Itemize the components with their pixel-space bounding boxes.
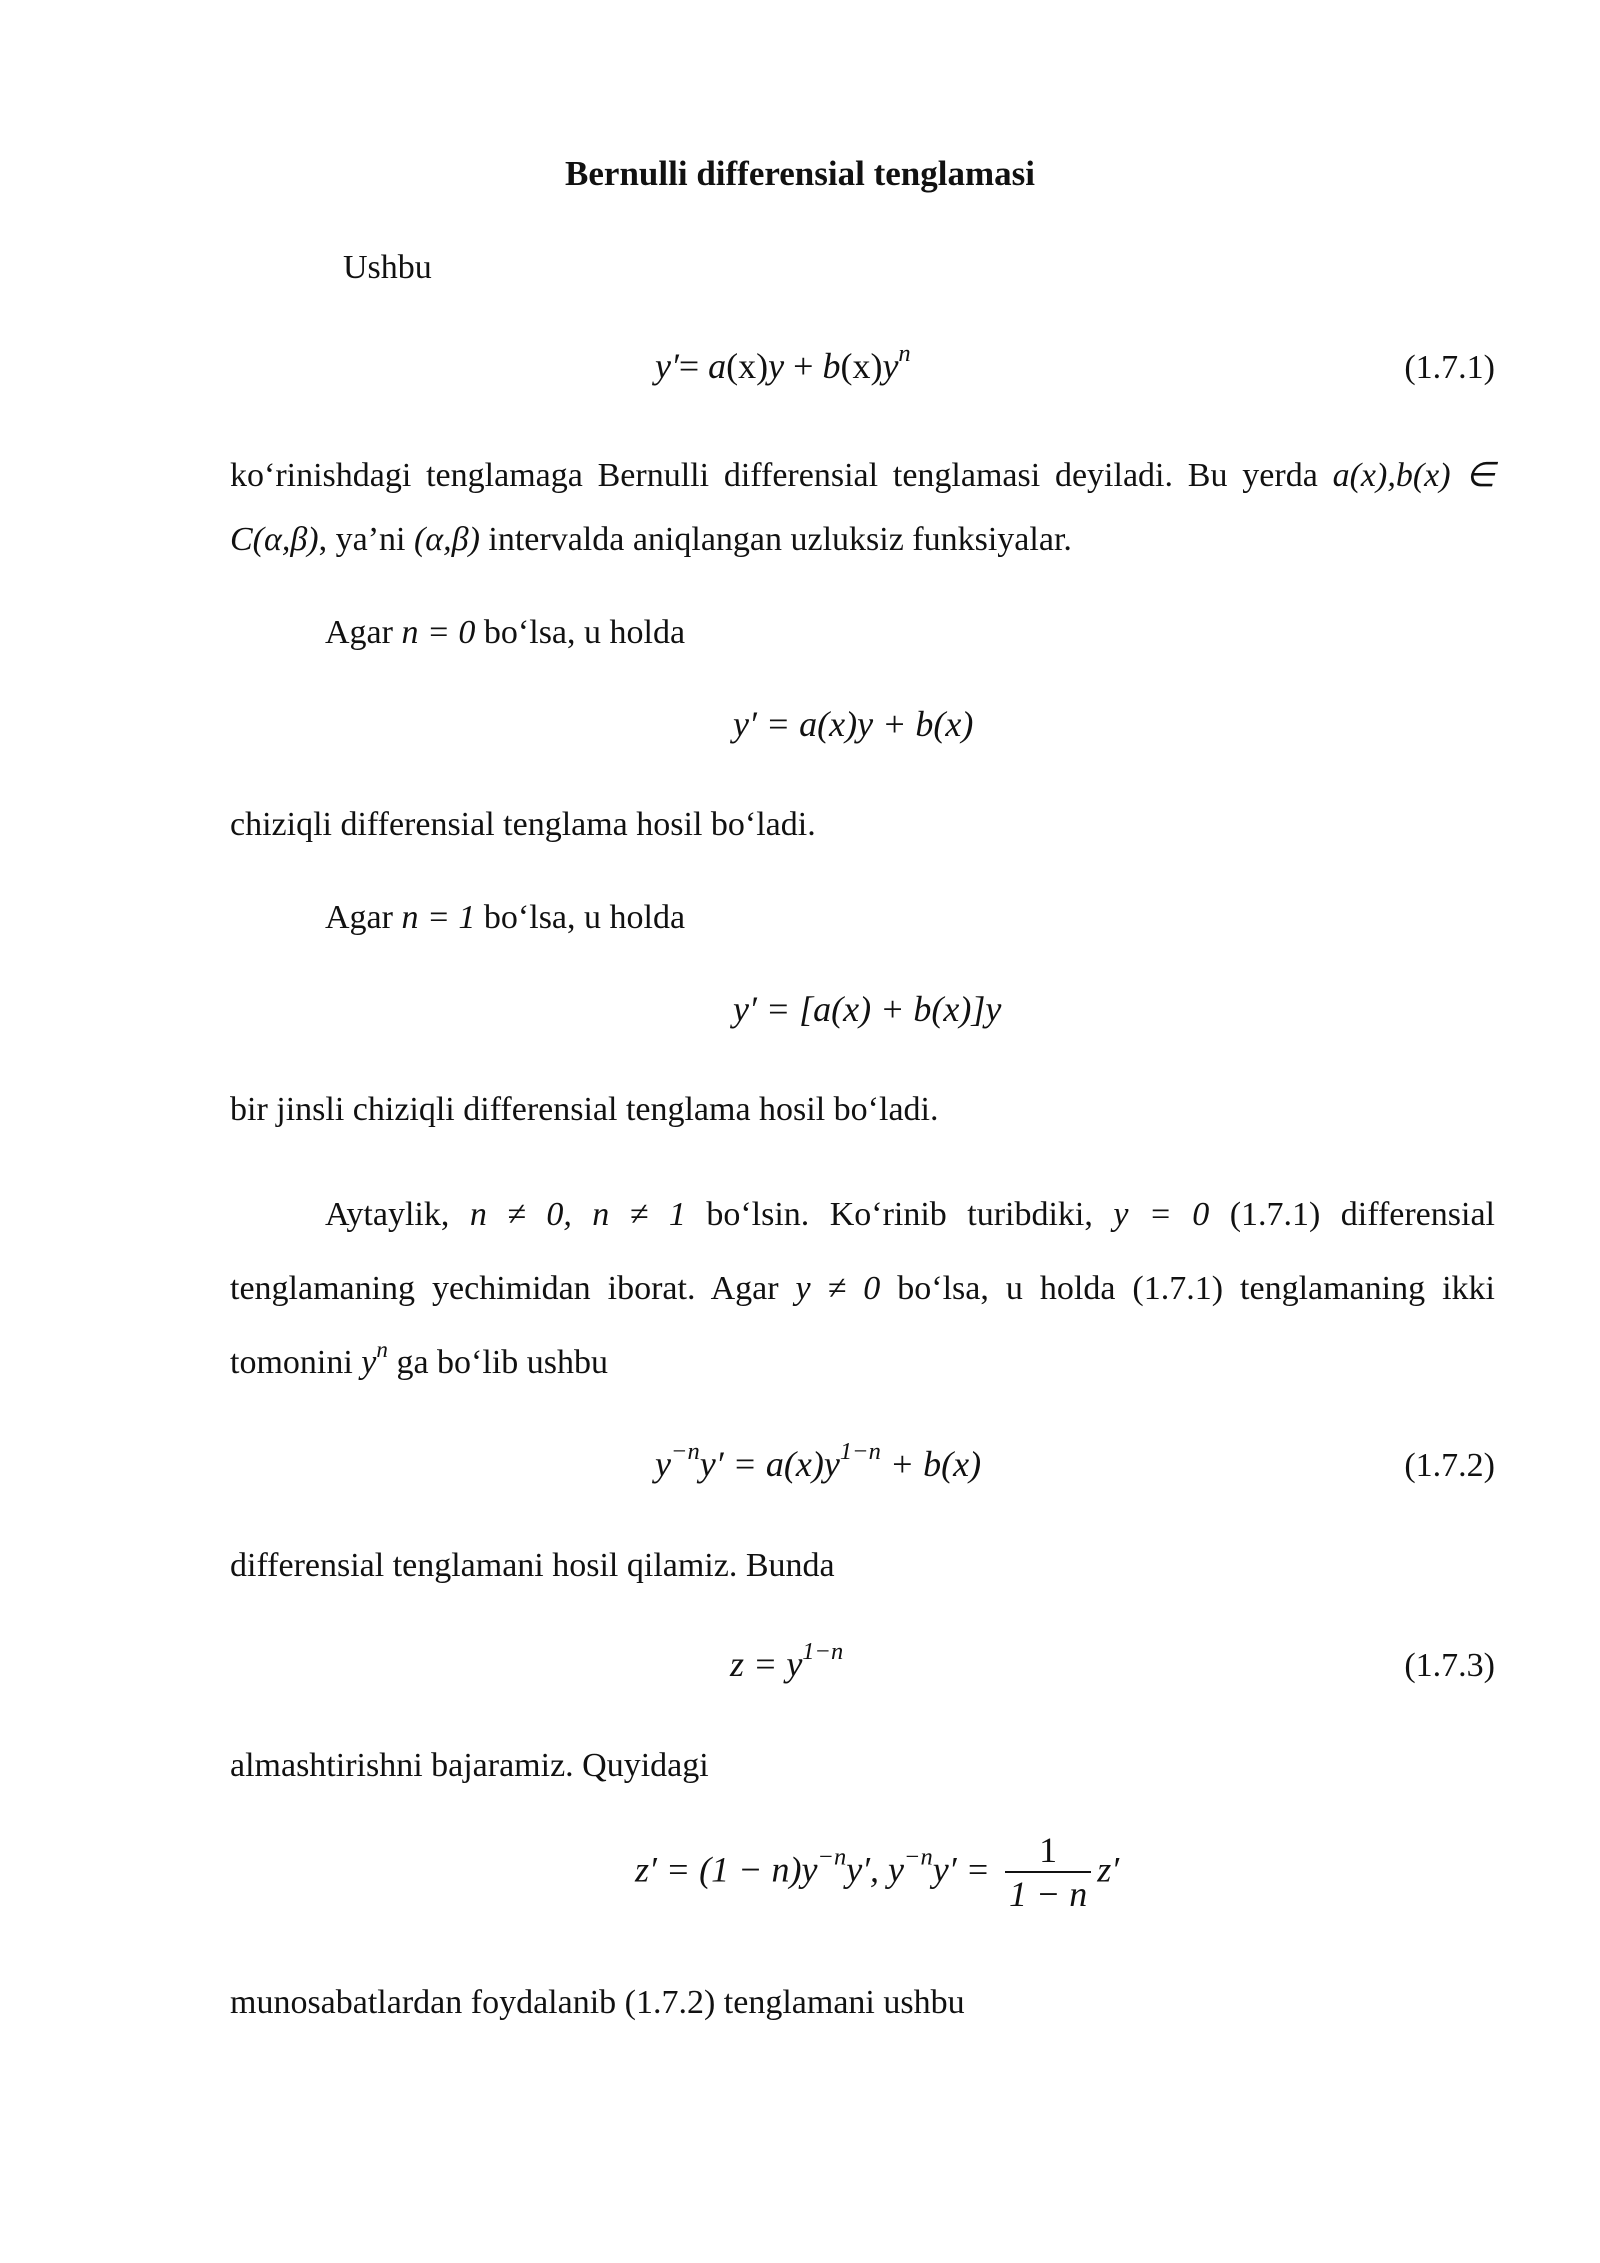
eq1-plus: + xyxy=(784,346,823,386)
p6-t5: ga bo‘lib ushbu xyxy=(387,1344,608,1381)
p1-text3: intervalda aniqlangan uzluksiz funksiyalar. xyxy=(479,521,1072,558)
equation-relations xyxy=(635,1830,1119,1917)
page-title: Bernulli differensial tenglamasi xyxy=(565,154,1035,193)
equation-1-7-3 xyxy=(730,1637,844,1689)
paragraph-substitution-intro: differensial tenglamani hosil qilamiz. Bunda xyxy=(230,1547,835,1584)
eq2-mid: y′ = a(x) xyxy=(699,1444,824,1484)
eq4-part2: y′, xyxy=(846,1849,889,1890)
p4-post: bo‘lsa, u holda xyxy=(475,899,686,936)
eq1-exponent: n xyxy=(898,339,911,367)
p6-m2: y = 0 xyxy=(1113,1196,1210,1233)
paragraph-case-n1 xyxy=(325,895,685,941)
fraction xyxy=(1005,1830,1091,1917)
intro-text: Ushbu xyxy=(343,249,432,286)
equation-number-1-7-1: (1.7.1) xyxy=(1404,349,1495,386)
equation-linear xyxy=(733,700,973,749)
eq-linear-text: y′ = a(x)y + b(x) xyxy=(733,704,974,744)
p1-text2: , ya’ni xyxy=(318,521,414,558)
equation-number-1-7-2: (1.7.2) xyxy=(1404,1447,1495,1484)
eq1-arg1: (x) xyxy=(726,346,769,386)
p2-pre: Agar xyxy=(325,614,402,651)
p6-m1: n ≠ 0, n ≠ 1 xyxy=(469,1196,686,1233)
eq4-e1: −n xyxy=(817,1843,847,1871)
eq4-y2: y xyxy=(888,1849,905,1890)
p1-math-functions: a(x),b(x) ∈ C(α,β) xyxy=(230,457,1496,558)
equation-1-7-1 xyxy=(655,339,911,391)
p2-post: bo‘lsa, u holda xyxy=(475,614,686,651)
p1-text: ko‘rinishdagi tenglamaga Bernulli differensial tenglamasi deyiladi. Bu yerda xyxy=(230,457,1318,494)
p6-m3: y ≠ 0 xyxy=(795,1270,881,1307)
p6-t4: bo‘lsa, u holda (1.7.1) tenglamaning ikki tomonini xyxy=(230,1270,1495,1381)
p6-t1: Aytaylik, xyxy=(325,1196,470,1233)
equation-homogeneous xyxy=(733,985,1001,1034)
paragraph-final: munosabatlardan foydalanib (1.7.2) tenglamani ushbu xyxy=(230,1984,965,2021)
eq4-part4: z′ xyxy=(1097,1849,1120,1890)
fraction-denominator-text: 1 − n xyxy=(1008,1874,1088,1915)
eq4-part3: y′ = xyxy=(932,1849,999,1890)
eq3-y: y xyxy=(786,1644,803,1684)
eq2-y1: y xyxy=(655,1444,671,1484)
fraction-numerator: 1 xyxy=(1039,1830,1058,1870)
eq2-y2: y xyxy=(823,1444,840,1484)
p6-m4-base: y xyxy=(361,1344,377,1381)
paragraph-definition xyxy=(230,444,1495,572)
eq1-equals: = xyxy=(678,346,709,386)
eq1-y: y xyxy=(768,346,785,386)
eq1-b: b xyxy=(822,346,841,386)
p1-math-interval: (α,β) xyxy=(413,521,480,558)
eq4-e2: −n xyxy=(904,1843,933,1871)
eq3-lhs: z = xyxy=(730,1644,787,1684)
paragraph-case-n0 xyxy=(325,610,685,656)
eq1-a: a xyxy=(708,346,727,386)
eq2-end: + b(x) xyxy=(880,1444,982,1484)
eq1-arg2: (x) xyxy=(840,346,883,386)
eq4-y1: y xyxy=(801,1849,818,1890)
p4-math: n = 1 xyxy=(401,899,476,936)
equation-number-1-7-3: (1.7.3) xyxy=(1404,1647,1495,1684)
p6-t2: bo‘lsin. Ko‘rinib turibdiki, xyxy=(685,1196,1114,1233)
eq4-part1: z′ = (1 − n) xyxy=(635,1849,802,1890)
fraction-denominator xyxy=(1005,1871,1091,1916)
paragraph-linear-result: chiziqli differensial tenglama hosil bo‘ladi. xyxy=(230,806,816,843)
equation-1-7-2 xyxy=(655,1437,982,1489)
p2-math: n = 0 xyxy=(401,614,476,651)
paragraph-quyidagi: almashtirishni bajaramiz. Quyidagi xyxy=(230,1747,709,1784)
eq2-e2: 1−n xyxy=(839,1437,881,1465)
paragraph-homogeneous-result: bir jinsli chiziqli differensial tenglama hosil bo‘ladi. xyxy=(230,1091,939,1128)
eq3-exp: 1−n xyxy=(802,1637,844,1665)
eq-homog-text: y′ = [a(x) + b(x)]y xyxy=(733,989,1002,1029)
eq1-lhs: y′ xyxy=(655,346,679,386)
p6-t3: (1.7.1) differensial tenglamaning yechimidan iborat. Agar xyxy=(230,1196,1495,1307)
p4-pre: Agar xyxy=(325,899,402,936)
paragraph-aytaylik xyxy=(230,1178,1495,1400)
p6-m4-exp: n xyxy=(376,1336,388,1363)
eq2-e1: −n xyxy=(670,1437,700,1465)
eq1-y-power: y xyxy=(882,346,899,386)
